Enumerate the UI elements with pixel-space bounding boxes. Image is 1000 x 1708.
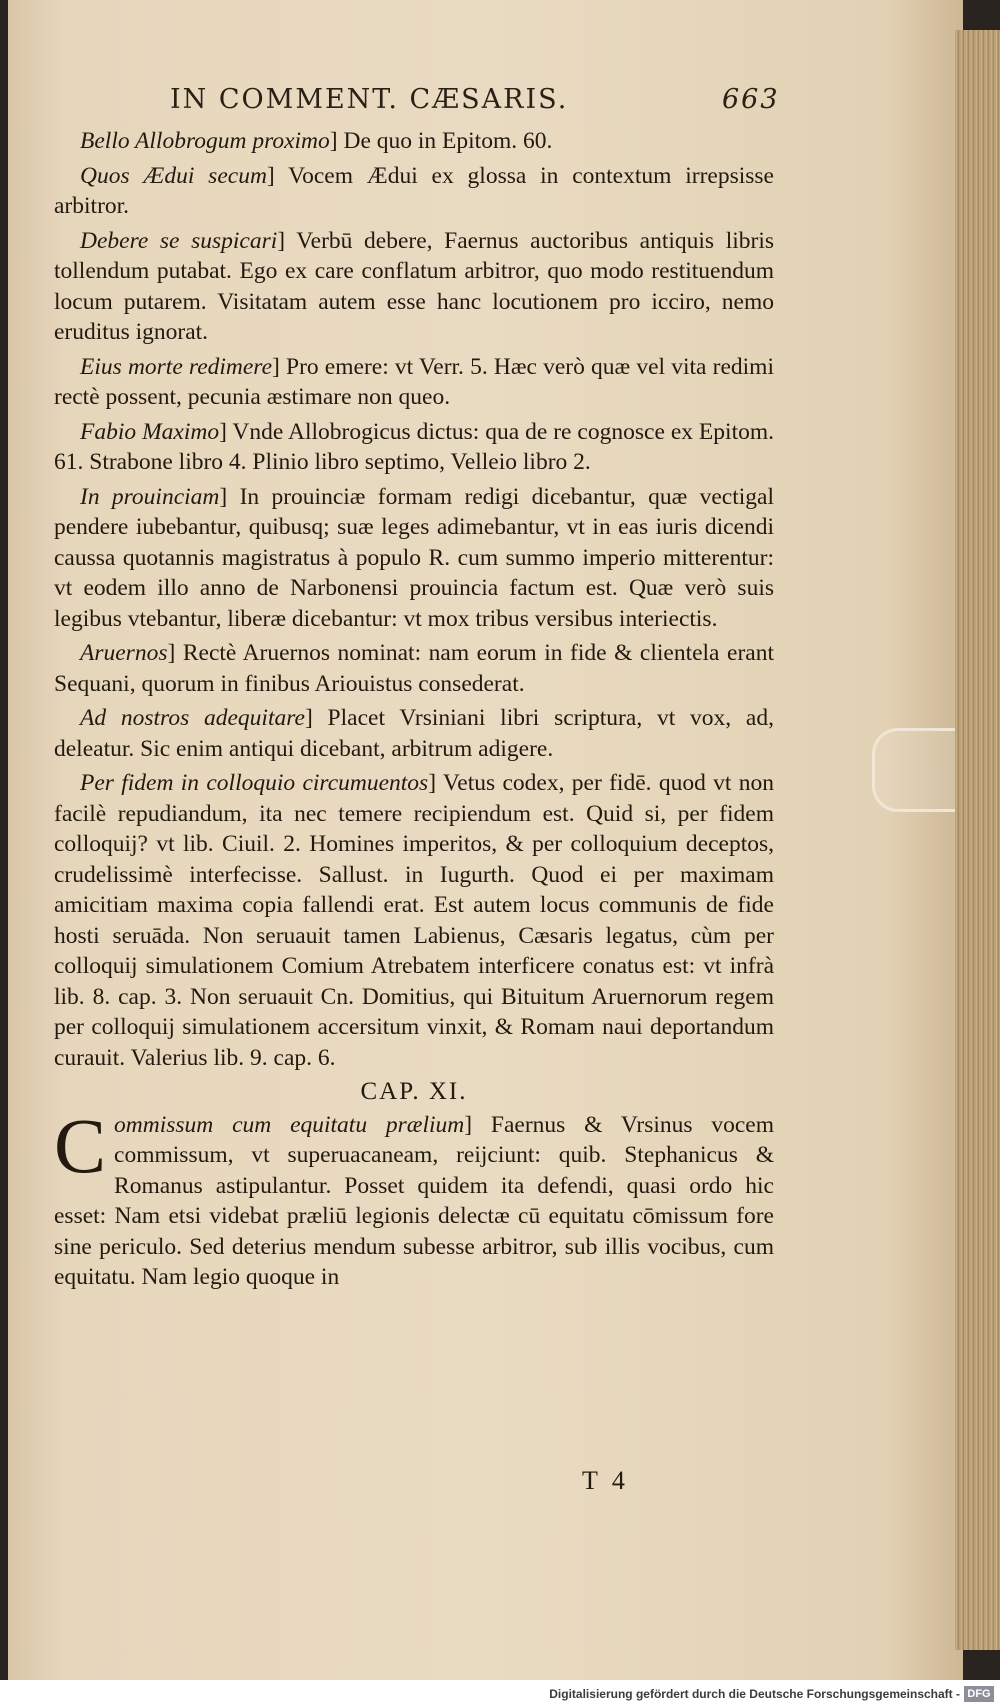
page-clip-tab xyxy=(872,728,963,812)
commentary-entry xyxy=(54,161,774,222)
lemma: Bello Allobrogum proximo xyxy=(80,128,330,154)
entry-text: ] Rectè Aruernos nominat: nam eorum in fide & clientela erant Sequani, quorum in finibus Ariouistus consederat. xyxy=(54,640,774,697)
funding-credit: Digitalisierung gefördert durch die Deutsche Forschungsgemeinschaft - xyxy=(549,1687,960,1701)
lemma: Quos Ædui secum xyxy=(80,162,267,189)
commentary-entry xyxy=(54,482,774,635)
running-title: IN COMMENT. CÆSARIS. xyxy=(170,84,569,115)
commentary-entry xyxy=(54,126,774,157)
chapter-entry xyxy=(54,1101,774,1293)
signature-mark: T 4 xyxy=(582,1466,629,1495)
entry-text: ] Vnde Allobrogicus dictus: qua de re cognosce ex Epitom. 61. Strabone libro 4. Plinio libro septimo, Velleio libro 2. xyxy=(54,418,775,475)
lemma: Per fidem in colloquio circumuentos xyxy=(80,770,429,796)
commentary-entry xyxy=(54,417,774,478)
lemma: In prouinciam xyxy=(80,483,220,510)
lemma: ommissum cum equitatu prælium xyxy=(114,1111,465,1138)
page-number: 663 xyxy=(722,84,780,115)
lemma: Eius morte redimere xyxy=(80,353,273,380)
book-page-edges xyxy=(955,30,1000,1650)
commentary-text xyxy=(54,126,774,1293)
entry-text: ] Vetus codex, per fidē. quod vt non facilè repudiandum, ita nec temere recipiendum est. Quid si, per fidem colloquij? vt lib. Ciuil. 2. Homines imperitos, & per colloquium deceptos, crudelissimè interfecisse. Sallust. in Iugurth. Quod ei per maximam amicitiam maxima copia fallendi erat. Est autem locus communis de fide hosti seruāda. Non seruauit tamen Labienus, Cæsaris legatus, cùm per colloquij simulationem Comium Atrebatem interficere conatus est: vt infrà lib. 8. cap. 3. Non seruauit Cn. Domitius, qui Bituitum Aruernorum regem per colloquij simulationem accersitum vinxit, & Romam naui deportandum curauit. Valerius lib. 9. cap. 6. xyxy=(54,770,774,1071)
footer-bar xyxy=(0,1682,1000,1708)
entry-text: ] Placet Vrsiniani libri scriptura, vt vox, ad, deleatur. Sic enim antiqui dicebant, arbitrum adigere. xyxy=(54,705,774,762)
chapter-heading: CAP. XI. xyxy=(360,1078,468,1105)
entry-text: ] Verbū debere, Faernus auctoribus antiquis libris tollendum putabat. Ego ex care conflatum arbitror, quo modo restituendum locum putarem. Visitatam autem esse hanc locutionem pro icciro, nemo eruditus ignorat. xyxy=(54,227,775,345)
commentary-entry xyxy=(54,352,774,413)
entry-text: ] Faernus & Vrsinus vocem commissum, vt superuacaneam, reijciunt: quib. Stephanicus & Romanus astipulantur. Posset quidem ita defendi, quasi ordo hic esset: Nam etsi videbat præliū legionis delectæ cū equitatu cōmissum fore sine periculo. Sed deterius mendum subesse arbitror, sub illis vocibus, cum equitatu. Nam legio quoque in xyxy=(54,1111,774,1290)
commentary-entry xyxy=(54,703,774,764)
lemma: Ad nostros adequitare xyxy=(80,705,305,731)
book-page xyxy=(8,0,963,1680)
commentary-entry xyxy=(54,226,774,348)
lemma: Debere se suspicari xyxy=(80,227,278,254)
lemma: Aruernos xyxy=(80,640,168,666)
entry-text: ] Vocem Ædui ex glossa in contextum irrepsisse arbitror. xyxy=(54,162,774,219)
dfg-logo: DFG xyxy=(964,1686,994,1702)
entry-text: ] De quo in Epitom. 60. xyxy=(329,128,553,154)
entry-text: ] Pro emere: vt Verr. 5. Hæc verò quæ vel vita redimi rectè possent, pecunia æstimare non queo. xyxy=(54,353,774,410)
running-header xyxy=(170,84,963,124)
drop-capital: C xyxy=(54,1101,107,1189)
commentary-entry xyxy=(54,768,774,1073)
commentary-entry xyxy=(54,638,774,699)
lemma: Fabio Maximo xyxy=(80,418,220,445)
entry-text: ] In prouinciæ formam redigi dicebantur, quæ vectigal pendere iubebantur, quibusq; suæ leges adimebantur, vt in eas iuris dicendi caussa quotannis magistratus à populo R. cum summo imperio mitterentur: vt eodem illo anno de Narbonensi prouincia factum est. Quæ verò suis legibus vtebantur, liberæ dicebantur: vt mox tribus versibus interiectis. xyxy=(54,483,774,632)
